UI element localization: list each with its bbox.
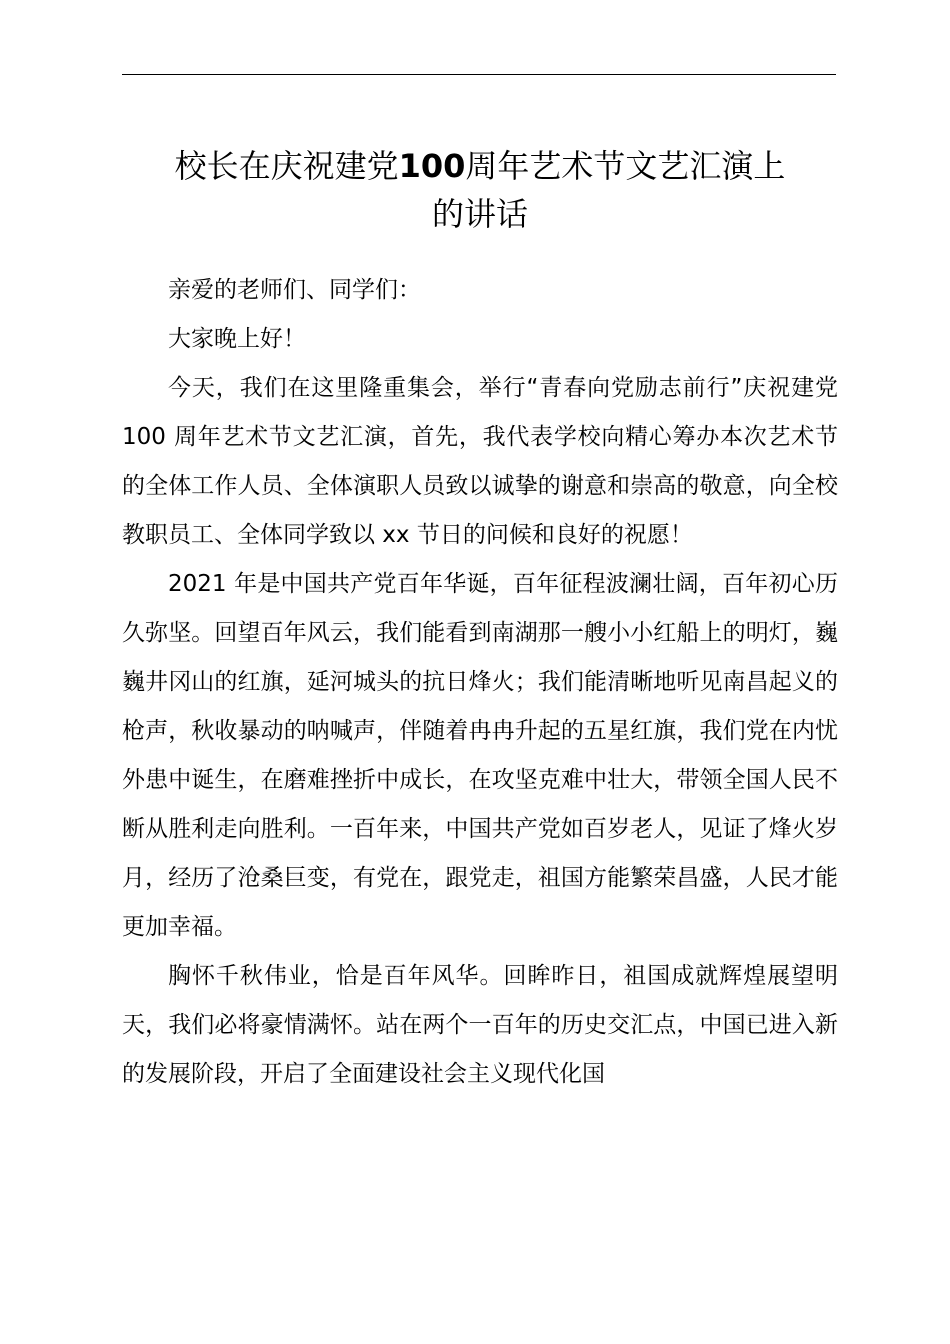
title-line1-number: 100: [398, 147, 466, 185]
paragraph-future: 胸怀千秋伟业，恰是百年风华。回眸昨日，祖国成就辉煌展望明天，我们必将豪情满怀。站在两个一百年的历史交汇点，中国已进入新的发展阶段，开启了全面建设社会主义现代化国: [122, 963, 838, 1087]
paragraph-history: 2021 年是中国共产党百年华诞，百年征程波澜壮阔，百年初心历久弥坚。回望百年风云，我们能看到南湖那一艘小小红船上的明灯，巍巍井冈山的红旗，延河城头的抗日烽火；我们能清晰地听见南昌起义的枪声，秋收暴动的呐喊声，伴随着冉冉升起的五星红旗，我们党在内忧外患中诞生，在磨难挫折中成长，在攻坚克难中壮大，带领全国人民不断从胜利走向胜利。一百年来，中国共产党如百岁老人，见证了烽火岁月，经历了沧桑巨变，有党在，跟党走，祖国方能繁荣昌盛，人民才能更加幸福。: [122, 571, 838, 940]
header-rule: [122, 74, 836, 75]
salutation: 亲爱的老师们、同学们：: [168, 277, 421, 303]
page-title: [110, 142, 850, 238]
title-line1-before: 校长在庆祝建党: [174, 147, 399, 185]
title-line1-after: 周年艺术节文艺汇演上: [465, 147, 786, 185]
paragraph-opening: 今天，我们在这里隆重集会，举行“青春向党励志前行”庆祝建党 100 周年艺术节文艺汇演，首先，我代表学校向精心筹办本次艺术节的全体工作人员、全体演职人员致以诚挚的谢意和崇高的敬意，向全校教职员工、全体同学致以 xx 节日的问候和良好的祝愿！: [122, 375, 838, 548]
greeting: 大家晚上好！: [168, 326, 306, 352]
title-line2: 的讲话: [431, 195, 528, 233]
speech-body: [122, 266, 838, 1099]
